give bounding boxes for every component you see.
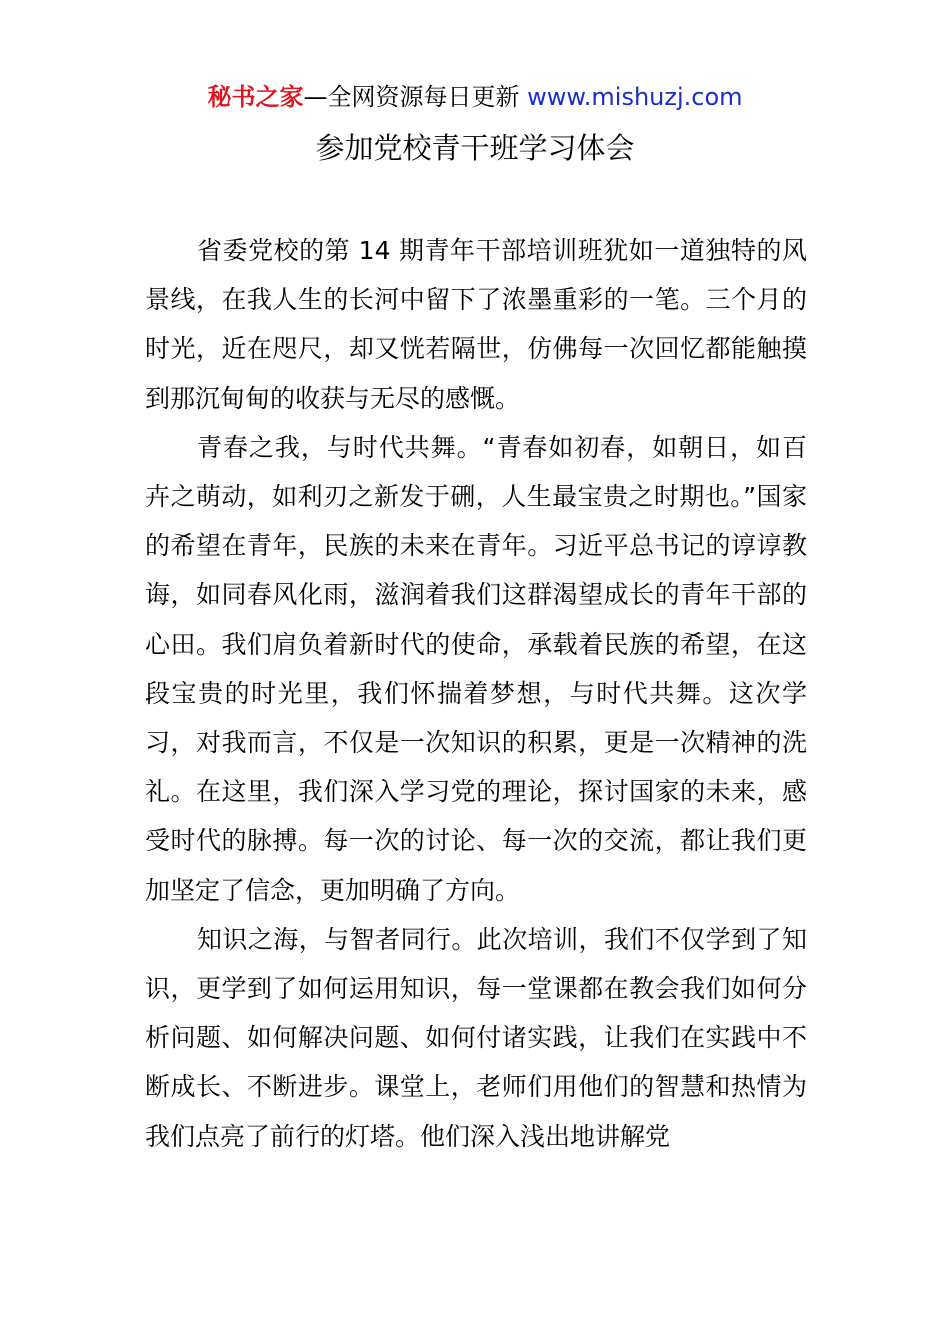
site-brand: 秘书之家 [207, 83, 304, 111]
document-title: 参加党校青干班学习体会 [315, 131, 635, 165]
site-url-link[interactable]: www.mishuzj.com [527, 83, 743, 111]
paragraph-3: 知识之海，与智者同行。此次培训，我们不仅学到了知识，更学到了如何运用知识，每一堂课都在教会我们如何分析问题、如何解决问题、如何付诸实践，让我们在实践中不断成长、不断进步。课堂上，老师们用他们的智慧和热情为我们点亮了前行的灯塔。他们深入浅出地讲解党 [145, 924, 807, 1151]
site-header [0, 80, 950, 114]
document-body [145, 226, 807, 1161]
site-tagline: —全网资源每日更新 [303, 83, 528, 111]
paragraph-2: 青春之我，与时代共舞。“青春如初春，如朝日，如百卉之萌动，如利刃之新发于硎，人生最宝贵之时期也。”国家的希望在青年，民族的未来在青年。习近平总书记的谆谆教诲，如同春风化雨，滋润着我们这群渴望成长的青年干部的心田。我们肩负着新时代的使命，承载着民族的希望，在这段宝贵的时光里，我们怀揣着梦想，与时代共舞。这次学习，对我而言，不仅是一次知识的积累，更是一次精神的洗礼。在这里，我们深入学习党的理论，探讨国家的未来，感受时代的脉搏。每一次的讨论、每一次的交流，都让我们更加坚定了信念，更加明确了方向。 [145, 432, 807, 905]
paragraph-1: 省委党校的第 14 期青年干部培训班犹如一道独特的风景线，在我人生的长河中留下了浓墨重彩的一笔。三个月的时光，近在咫尺，却又恍若隔世，仿佛每一次回忆都能触摸到那沉甸甸的收获与无尽的感慨。 [145, 236, 807, 413]
